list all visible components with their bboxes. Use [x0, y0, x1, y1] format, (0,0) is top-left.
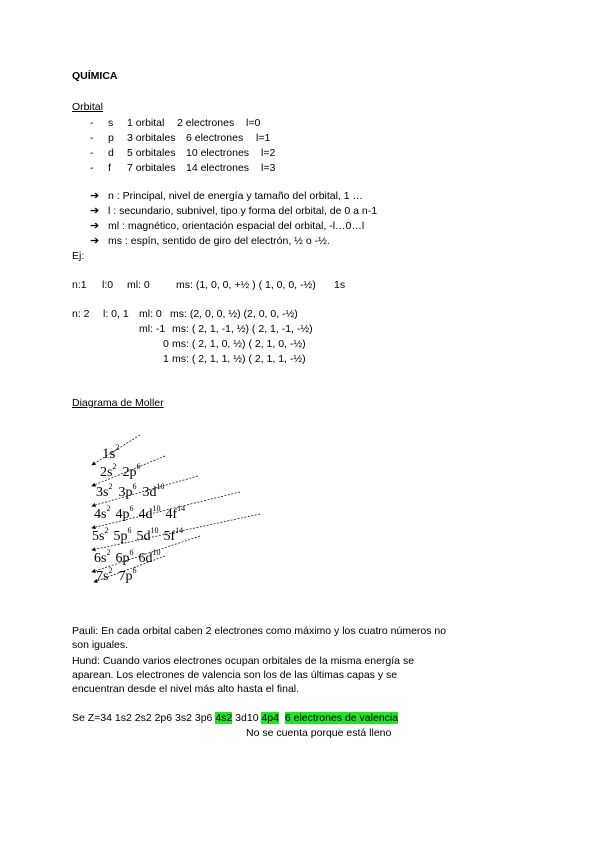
- arrow-right-icon: ➔: [90, 205, 100, 217]
- quantum-ms: ms : espín, sentido de giro del electrón, ½ o -½.: [108, 235, 330, 247]
- orbital-count: 5 orbitales: [127, 147, 176, 159]
- subshell-electrons: 2: [108, 566, 113, 575]
- subshell: 5s: [92, 529, 105, 544]
- bullet-dash: -: [90, 117, 94, 129]
- bullet-dash: -: [90, 132, 94, 144]
- subshell: 5d: [136, 529, 151, 544]
- subshell: 4s: [94, 507, 107, 522]
- orbital-letter: d: [108, 147, 114, 159]
- svg-text:7s27p6: [96, 566, 136, 584]
- svg-text:6s26p66d10: [94, 548, 160, 566]
- ms-value: ms: (2, 0, 0, ½) (2, 0, 0, -½): [170, 308, 298, 320]
- example-note: No se cuenta porque está lleno: [246, 727, 392, 739]
- subshell: 5f: [163, 529, 176, 544]
- subshell: 6p: [115, 551, 130, 566]
- electron-config-example: [72, 712, 398, 725]
- electron-count: 10 electrones: [186, 147, 250, 159]
- page-title: QUÍMICA: [72, 70, 118, 82]
- subshell: 2p: [122, 465, 137, 480]
- ml-value: ml: 0: [127, 279, 150, 291]
- svg-text:1s2: [102, 443, 119, 462]
- l-value: l=0: [246, 117, 261, 129]
- l-value: l=3: [261, 162, 276, 174]
- subshell-electrons: 6: [129, 504, 134, 513]
- subshell-electrons: 2: [112, 462, 117, 471]
- arrow-right-icon: ➔: [90, 190, 100, 202]
- subshell-electrons: 2: [106, 548, 111, 557]
- subshell-electrons: 6: [132, 566, 137, 575]
- bullet-dash: -: [90, 162, 94, 174]
- moller-diagram: [80, 432, 280, 592]
- subshell-electrons: 6: [136, 462, 141, 471]
- ml-value: 1: [163, 353, 169, 365]
- orbital-letter: s: [108, 117, 114, 129]
- orbital-count: 7 orbitales: [127, 162, 176, 174]
- electron-count: 6 electrones: [186, 132, 244, 144]
- subshell-labels: [92, 443, 185, 584]
- highlight-4p4: 4p4: [261, 712, 279, 724]
- subshell-electrons: 10: [152, 548, 161, 557]
- arrow-right-icon: ➔: [90, 235, 100, 247]
- subshell: 5p: [113, 529, 128, 544]
- subshell-electrons: 2: [108, 482, 113, 491]
- l-value: l=1: [256, 132, 271, 144]
- l-value: l=2: [261, 147, 276, 159]
- subshell: 4d: [138, 507, 153, 522]
- electron-count: 14 electrones: [186, 162, 250, 174]
- subshell: 6s: [94, 551, 107, 566]
- ms-value: ms: (1, 0, 0, +½ ) ( 1, 0, 0, -½): [176, 279, 316, 291]
- quantum-n: n : Principal, nivel de energía y tamaño del orbital, 1 …: [108, 190, 364, 202]
- ml-value: ml: -1: [139, 323, 166, 335]
- subshell: 2s: [100, 465, 113, 480]
- svg-text:3s23p63d10: [96, 482, 164, 500]
- bullet-dash: -: [90, 147, 94, 159]
- subshell-electrons: 6: [127, 526, 132, 535]
- subshell-electrons: 10: [152, 504, 161, 513]
- highlight-4s2: 4s2: [215, 712, 233, 724]
- example-label: Ej:: [72, 250, 85, 262]
- config-sep: [279, 712, 285, 724]
- subshell-electrons: 10: [150, 526, 159, 535]
- orbital-letter: f: [108, 162, 111, 174]
- subshell: 4f: [165, 507, 178, 522]
- subshell-electrons: 6: [129, 548, 134, 557]
- subshell: 7p: [118, 569, 133, 584]
- subshell: 3s: [96, 485, 109, 500]
- subshell-electrons: 2: [104, 526, 109, 535]
- highlight-valence: 6 electrones de valencia: [284, 712, 399, 724]
- subshell-electrons: 14: [177, 504, 186, 513]
- n-value: n: 2: [72, 308, 90, 320]
- subshell-electrons: 2: [115, 443, 120, 452]
- orbital-letter: p: [108, 132, 114, 144]
- pauli-paragraph: Pauli: En cada orbital caben 2 electrones como máximo y los cuatro números no son iguales.: [72, 625, 447, 651]
- hund-paragraph: Hund: Cuando varios electrones ocupan orbitales de la misma energía se aparean. Los electrones de valencia son los de las últimas capas y se encuentran desde el nivel más alto hasta el final.: [72, 655, 415, 695]
- subshell: 1s: [102, 446, 116, 462]
- subshell: 3d: [142, 485, 157, 500]
- config-mid: 3d10: [232, 712, 262, 724]
- orbital-count: 1 orbital: [127, 117, 165, 129]
- config-prefix: Se Z=34 1s2 2s2 2p6 3s2 3p6: [72, 712, 216, 724]
- ml-value: 0: [163, 338, 169, 350]
- orbital-count: 3 orbitales: [127, 132, 176, 144]
- subshell-electrons: 10: [156, 482, 165, 491]
- ms-value: ms: ( 2, 1, -1, ½) ( 2, 1, -1, -½): [172, 323, 313, 335]
- electron-count: 2 electrones: [177, 117, 235, 129]
- subshell-electrons: 14: [175, 526, 184, 535]
- l-value: l:0: [102, 279, 114, 291]
- moller-heading: Diagrama de Moller: [72, 397, 164, 409]
- subshell: 3p: [118, 485, 133, 500]
- orbital-heading: Orbital: [72, 101, 103, 113]
- ms-value: ms: ( 2, 1, 1, ½) ( 2, 1, 1, -½): [172, 353, 306, 365]
- subshell: 7s: [96, 569, 109, 584]
- quantum-l: l : secundario, subnivel, tipo y forma del orbital, de 0 a n-1: [108, 205, 378, 217]
- subshell-electrons: 6: [132, 482, 137, 491]
- ml-value: ml: 0: [139, 308, 162, 320]
- subshell-label: 1s: [334, 279, 346, 291]
- arrow-right-icon: ➔: [90, 220, 100, 232]
- svg-text:2s22p6: [100, 462, 140, 480]
- svg-text:5s25p65d105f14: [92, 526, 183, 544]
- n-value: n:1: [72, 279, 87, 291]
- quantum-ml: ml : magnético, orientación espacial del orbital, -l…0…l: [108, 220, 365, 232]
- subshell-electrons: 2: [106, 504, 111, 513]
- ms-value: ms: ( 2, 1, 0, ½) ( 2, 1, 0, -½): [172, 338, 306, 350]
- l-value: l: 0, 1: [103, 308, 129, 320]
- subshell: 4p: [115, 507, 130, 522]
- svg-text:4s24p64d104f14: [94, 504, 185, 522]
- subshell: 6d: [138, 551, 153, 566]
